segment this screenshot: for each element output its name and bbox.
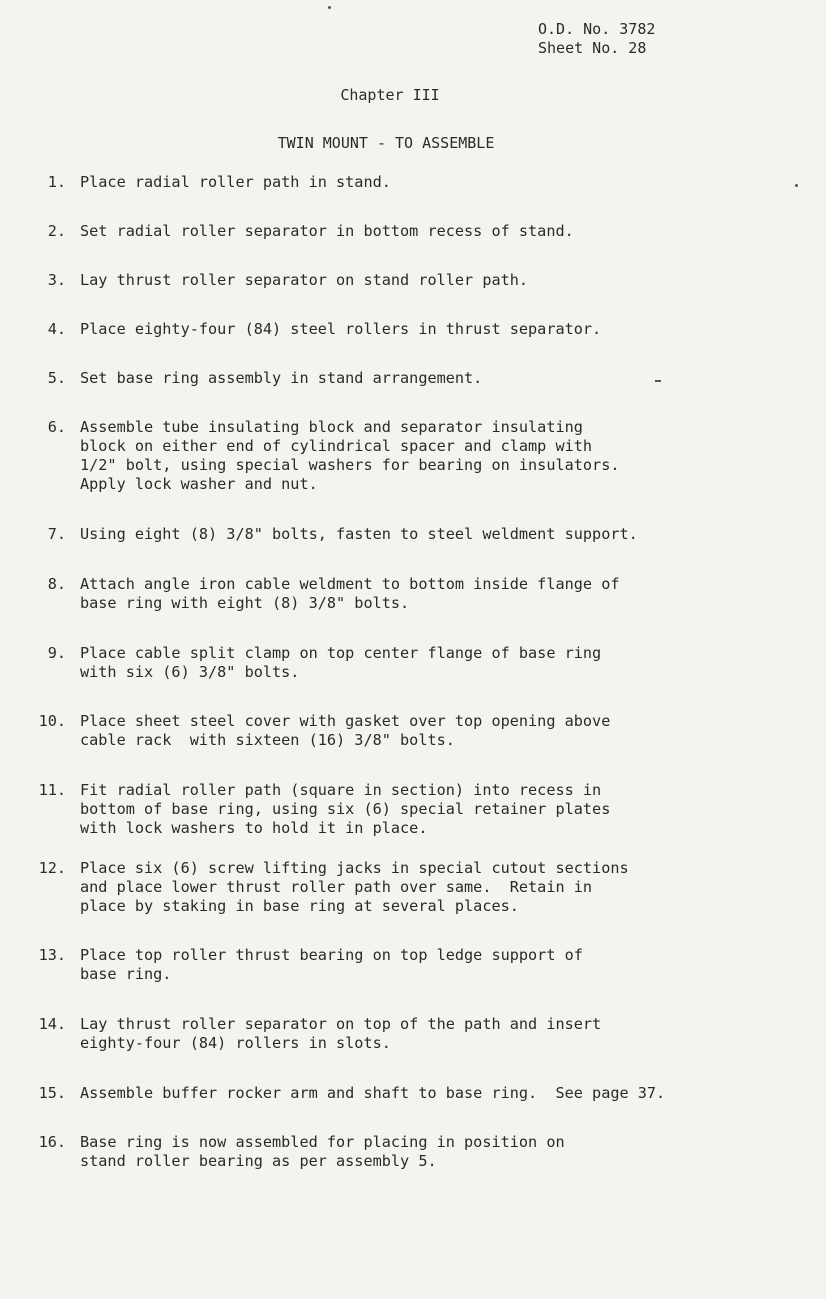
item-number: 7. xyxy=(47,525,66,543)
item-text: Place radial roller path in stand. xyxy=(80,173,391,191)
item-number: 1. xyxy=(47,173,66,191)
section-title: TWIN MOUNT - TO ASSEMBLE xyxy=(277,134,495,152)
item-number: 2. xyxy=(47,222,66,240)
item-text: Assemble tube insulating block and separator insulating block on either end of cylindrical spacer and clamp with 1/2" bolt, using special washers for bearing on insulators. Apply lock washer and nut. xyxy=(80,418,620,493)
item-number: 12. xyxy=(38,859,66,877)
item-number: 16. xyxy=(38,1133,66,1151)
item-number: 11. xyxy=(38,781,66,799)
item-text: Set radial roller separator in bottom recess of stand. xyxy=(80,222,574,240)
item-number: 6. xyxy=(47,418,66,436)
item-number: 13. xyxy=(38,946,66,964)
item-text: Set base ring assembly in stand arrangement. xyxy=(80,369,483,387)
item-text: Assemble buffer rocker arm and shaft to base ring. See page 37. xyxy=(80,1084,666,1102)
paper-speck xyxy=(655,380,661,382)
item-number: 9. xyxy=(47,644,66,662)
document-header xyxy=(538,20,655,58)
item-text: Place sheet steel cover with gasket over top opening above cable rack with sixteen (16) 3/8" bolts. xyxy=(80,712,611,749)
item-number: 10. xyxy=(38,712,66,730)
chapter-heading: Chapter III xyxy=(340,86,440,104)
item-text: Lay thrust roller separator on top of the path and insert eighty-four (84) rollers in slots. xyxy=(80,1015,602,1052)
item-number: 8. xyxy=(47,575,66,593)
item-number: 15. xyxy=(38,1084,66,1102)
item-text: Place six (6) screw lifting jacks in special cutout sections and place lower thrust roller path over same. Retain in place by staking in base ring at several places. xyxy=(80,859,629,915)
sheet-number: Sheet No. 28 xyxy=(538,39,647,57)
item-number: 4. xyxy=(47,320,66,338)
paper-speck xyxy=(328,6,331,9)
item-text: Using eight (8) 3/8" bolts, fasten to steel weldment support. xyxy=(80,525,638,543)
item-text: Place cable split clamp on top center flange of base ring with six (6) 3/8" bolts. xyxy=(80,644,602,681)
item-number: 3. xyxy=(47,271,66,289)
od-number: O.D. No. 3782 xyxy=(538,20,656,38)
item-text: Fit radial roller path (square in section) into recess in bottom of base ring, using six (6) special retainer plates with lock washers to hold it in place. xyxy=(80,781,611,837)
item-number: 14. xyxy=(38,1015,66,1033)
item-text: Place eighty-four (84) steel rollers in thrust separator. xyxy=(80,320,602,338)
item-text: Lay thrust roller separator on stand roller path. xyxy=(80,271,529,289)
item-text: Place top roller thrust bearing on top ledge support of base ring. xyxy=(80,946,583,983)
item-number: 5. xyxy=(47,369,66,387)
paper-speck xyxy=(795,184,798,187)
item-text: Attach angle iron cable weldment to bottom inside flange of base ring with eight (8) 3/8" bolts. xyxy=(80,575,620,612)
item-text: Base ring is now assembled for placing in position on stand roller bearing as per assembly 5. xyxy=(80,1133,565,1170)
